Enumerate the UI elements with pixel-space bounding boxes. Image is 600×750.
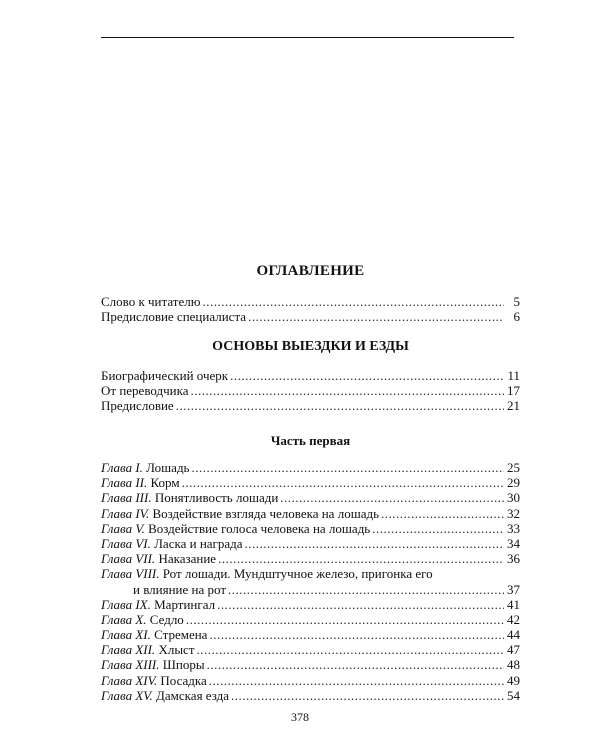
header-rule <box>101 37 514 38</box>
chapter-label: Глава VI. <box>101 535 151 551</box>
chapter-title: Стремена <box>154 627 208 643</box>
toc-entry[interactable] <box>101 294 520 309</box>
dot-leader <box>280 490 504 505</box>
chapter-page: 25 <box>507 460 520 475</box>
entry-page: 11 <box>507 368 520 383</box>
dot-leader <box>192 460 505 475</box>
entry-title: Слово к читателю <box>101 294 201 309</box>
dot-leader <box>217 597 504 612</box>
chapter-entry[interactable] <box>101 642 520 657</box>
chapter-label: Глава IV. <box>101 505 150 521</box>
chapter-title: Корм <box>150 475 180 491</box>
chapter-page: 29 <box>507 475 520 491</box>
part-title: Часть первая <box>270 433 351 448</box>
chapter-title: Седло <box>149 611 184 627</box>
chapter-page: 30 <box>507 490 520 506</box>
chapter-entry[interactable] <box>101 673 520 688</box>
chapter-title: Дамская езда <box>156 687 230 703</box>
chapter-entry[interactable] <box>101 566 520 581</box>
dot-leader <box>202 294 504 309</box>
chapter-title: Шпоры <box>162 657 205 673</box>
chapter-label: Глава X. <box>101 611 147 627</box>
chapter-entry[interactable] <box>101 490 520 505</box>
chapter-entry[interactable] <box>101 475 520 490</box>
entry-title: Биографический очерк <box>101 368 229 383</box>
chapter-page: 47 <box>507 642 520 658</box>
dot-leader <box>381 506 504 521</box>
chapter-label: Глава XIII. <box>101 657 160 673</box>
dot-leader <box>228 582 504 597</box>
chapter-entry[interactable] <box>101 506 520 521</box>
dot-leader <box>248 309 504 324</box>
chapter-title: Посадка <box>160 672 207 688</box>
chapter-page: 36 <box>507 551 520 567</box>
entry-page: 5 <box>513 294 520 309</box>
chapter-entry[interactable] <box>101 688 520 703</box>
chapter-title-cont: и влияние на рот <box>133 581 227 597</box>
chapter-label: Глава XII. <box>101 642 156 658</box>
chapter-entry[interactable] <box>101 612 520 627</box>
chapter-title: Ласка и награда <box>154 535 243 551</box>
toc-entry[interactable] <box>101 398 520 413</box>
chapter-title: Рот лошади. Мундштучное железо, пригонка его <box>162 566 433 582</box>
chapter-title: Мартингал <box>154 596 216 612</box>
chapter-page: 33 <box>507 520 520 536</box>
chapter-label: Глава VIII. <box>101 566 160 582</box>
chapter-page: 44 <box>507 627 520 643</box>
chapter-entry[interactable] <box>101 551 520 566</box>
dot-leader <box>191 383 505 398</box>
chapter-page: 42 <box>507 611 520 627</box>
chapter-title: Понятливость лошади <box>154 490 279 506</box>
dot-leader <box>186 612 504 627</box>
dot-leader <box>372 521 504 536</box>
chapter-label: Глава III. <box>101 490 152 506</box>
chapter-label: Глава XV. <box>101 687 153 703</box>
chapter-label: Глава XI. <box>101 627 151 643</box>
entry-page: 17 <box>507 383 520 399</box>
dot-leader <box>230 368 504 383</box>
page-number: 378 <box>291 710 309 724</box>
chapter-page: 34 <box>507 535 520 551</box>
front-matter-list <box>101 294 520 324</box>
toc-entry[interactable] <box>101 309 520 324</box>
dot-leader <box>218 551 504 566</box>
dot-leader <box>182 475 504 490</box>
chapter-title: Воздействие голоса человека на лошадь <box>148 520 371 536</box>
chapter-page: 49 <box>507 672 520 688</box>
chapter-label: Глава V. <box>101 520 145 536</box>
entry-title: Предисловие <box>101 398 174 414</box>
dot-leader <box>207 657 504 672</box>
chapter-page: 32 <box>507 505 520 521</box>
entry-page: 6 <box>513 309 520 325</box>
toc-title: ОГЛАВЛЕНИЕ <box>256 263 365 279</box>
chapter-title: Наказание <box>158 551 217 567</box>
chapter-label: Глава II. <box>101 475 148 491</box>
entry-page: 21 <box>507 398 520 414</box>
dot-leader <box>209 627 504 642</box>
chapter-title: Воздействие взгляда человека на лошадь <box>152 505 380 521</box>
chapter-entry[interactable] <box>101 536 520 551</box>
dot-leader <box>197 642 505 657</box>
chapter-page: 41 <box>507 596 520 612</box>
chapter-page: 48 <box>507 657 520 673</box>
chapter-label: Глава IX. <box>101 596 151 612</box>
chapter-page: 54 <box>507 687 520 703</box>
chapter-entry[interactable] <box>101 521 520 536</box>
chapter-entry[interactable] <box>101 460 520 475</box>
chapter-label: Глава I. <box>101 460 143 475</box>
chapter-title: Лошадь <box>146 460 190 475</box>
chapter-entry[interactable] <box>101 597 520 612</box>
toc-entry[interactable] <box>101 383 520 398</box>
dot-leader <box>176 398 504 413</box>
chapter-list <box>101 460 520 703</box>
entry-title: От переводчика <box>101 383 189 399</box>
chapter-label: Глава VII. <box>101 551 156 567</box>
toc-entry[interactable] <box>101 368 520 383</box>
dot-leader <box>209 673 504 688</box>
chapter-page: 37 <box>507 581 520 597</box>
chapter-title: Хлыст <box>158 642 195 658</box>
dot-leader <box>231 688 504 703</box>
dot-leader <box>245 536 504 551</box>
section-title: ОСНОВЫ ВЫЕЗДКИ И ЕЗДЫ <box>212 339 409 354</box>
entry-title: Предисловие специалиста <box>101 309 247 325</box>
chapter-entry[interactable] <box>101 657 520 672</box>
chapter-label: Глава XIV. <box>101 672 158 688</box>
chapter-entry[interactable] <box>101 627 520 642</box>
intro-list <box>101 368 520 414</box>
chapter-entry-continued[interactable] <box>101 582 520 597</box>
